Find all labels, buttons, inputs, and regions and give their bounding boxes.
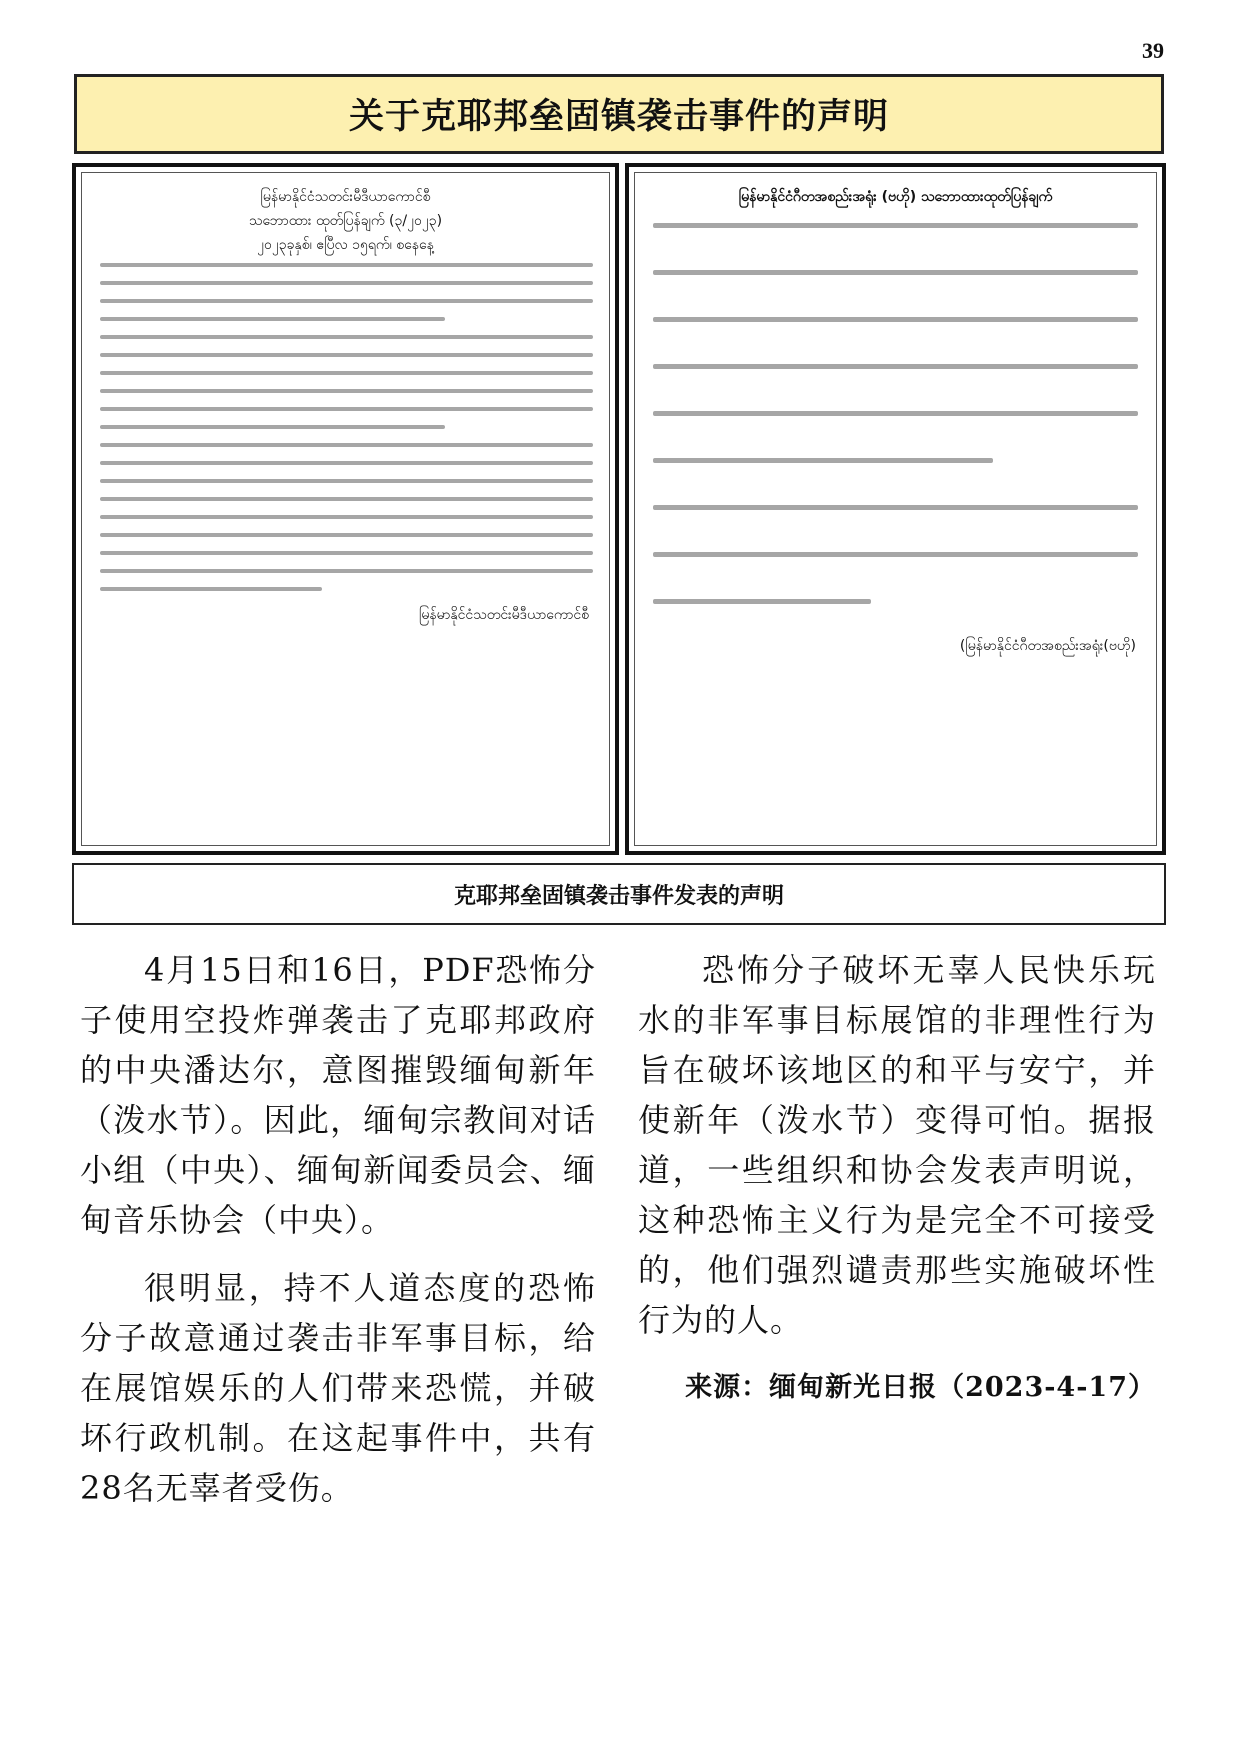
text-line	[653, 223, 1138, 228]
left-statement-signature: မြန်မာနိုင်ငံသတင်းမီဒီယာကောင်စီ	[419, 607, 589, 623]
text-line	[100, 389, 593, 393]
right-statement-header: မြန်မာနိုင်ငံဂီတအစည်းအရုံး (ဗဟို) သဘောထားထုတ်ပြန်ချက်	[738, 189, 1053, 205]
text-line	[100, 281, 593, 285]
text-line	[100, 317, 445, 321]
right-statement-signature: (မြန်မာနိုင်ငံဂီတအစည်းအရုံး(ဗဟို)	[959, 638, 1136, 654]
left-statement-panel	[72, 163, 619, 855]
left-statement-header	[90, 185, 601, 257]
text-line	[653, 411, 1138, 416]
text-line	[100, 353, 593, 357]
article-right-column	[638, 945, 1156, 1413]
right-statement-body	[653, 223, 1138, 604]
text-line	[100, 587, 322, 591]
left-header-line: သဘောထား ထုတ်ပြန်ချက် (၃/၂၀၂၃)	[248, 213, 443, 229]
source-citation: 来源：缅甸新光日报（2023-4-17）	[685, 1372, 1156, 1403]
text-line	[100, 263, 593, 267]
article-subtitle: 克耶邦垒固镇袭击事件发表的声明	[453, 882, 784, 909]
text-line	[653, 364, 1138, 369]
text-line	[100, 371, 593, 375]
text-line	[100, 407, 593, 411]
text-line	[100, 425, 445, 429]
text-line	[100, 479, 593, 483]
left-header-line: မြန်မာနိုင်ငံသတင်းမီဒီယာကောင်စီ	[260, 189, 431, 205]
text-line	[100, 299, 593, 303]
left-header-line: ၂၀၂၃ခုနှစ်၊ ဧပြီလ ၁၅ရက်၊ စနေနေ့	[257, 237, 434, 253]
text-line	[100, 533, 593, 537]
title-banner	[74, 74, 1164, 154]
article-paragraph: 4月15日和16日，PDF恐怖分子使用空投炸弹袭击了克耶邦政府的中央潘达尔，意图摧毁缅甸新年（泼水节）。因此，缅甸宗教间对话小组（中央）、缅甸新闻委员会、缅甸音乐协会（中央）。	[80, 951, 596, 1239]
text-line	[100, 335, 593, 339]
right-statement-frame	[634, 172, 1157, 846]
text-line	[653, 317, 1138, 322]
article-paragraph: 恐怖分子破坏无辜人民快乐玩水的非军事目标展馆的非理性行为旨在破坏该地区的和平与安宁，并使新年（泼水节）变得可怕。据报道，一些组织和协会发表声明说，这种恐怖主义行为是完全不可接受的，他们强烈谴责那些实施破坏性行为的人。	[638, 951, 1156, 1339]
subtitle-banner	[72, 863, 1166, 925]
text-line	[100, 497, 593, 501]
text-line	[653, 270, 1138, 275]
text-line	[100, 569, 593, 573]
left-statement-frame	[81, 172, 610, 846]
text-line	[653, 599, 871, 604]
right-statement-panel	[625, 163, 1166, 855]
page-number: 39	[1142, 38, 1164, 63]
article-left-column	[80, 945, 596, 1531]
text-line	[653, 458, 993, 463]
text-line	[653, 505, 1138, 510]
text-line	[100, 515, 593, 519]
article-paragraph: 很明显，持不人道态度的恐怖分子故意通过袭击非军事目标，给在展馆娱乐的人们带来恐慌，并破坏行政机制。在这起事件中，共有28名无辜者受伤。	[80, 1269, 596, 1507]
text-line	[100, 551, 593, 555]
text-line	[100, 461, 593, 465]
left-statement-body	[100, 263, 593, 591]
text-line	[653, 552, 1138, 557]
page-title: 关于克耶邦垒固镇袭击事件的声明	[348, 96, 889, 137]
text-line	[100, 443, 593, 447]
